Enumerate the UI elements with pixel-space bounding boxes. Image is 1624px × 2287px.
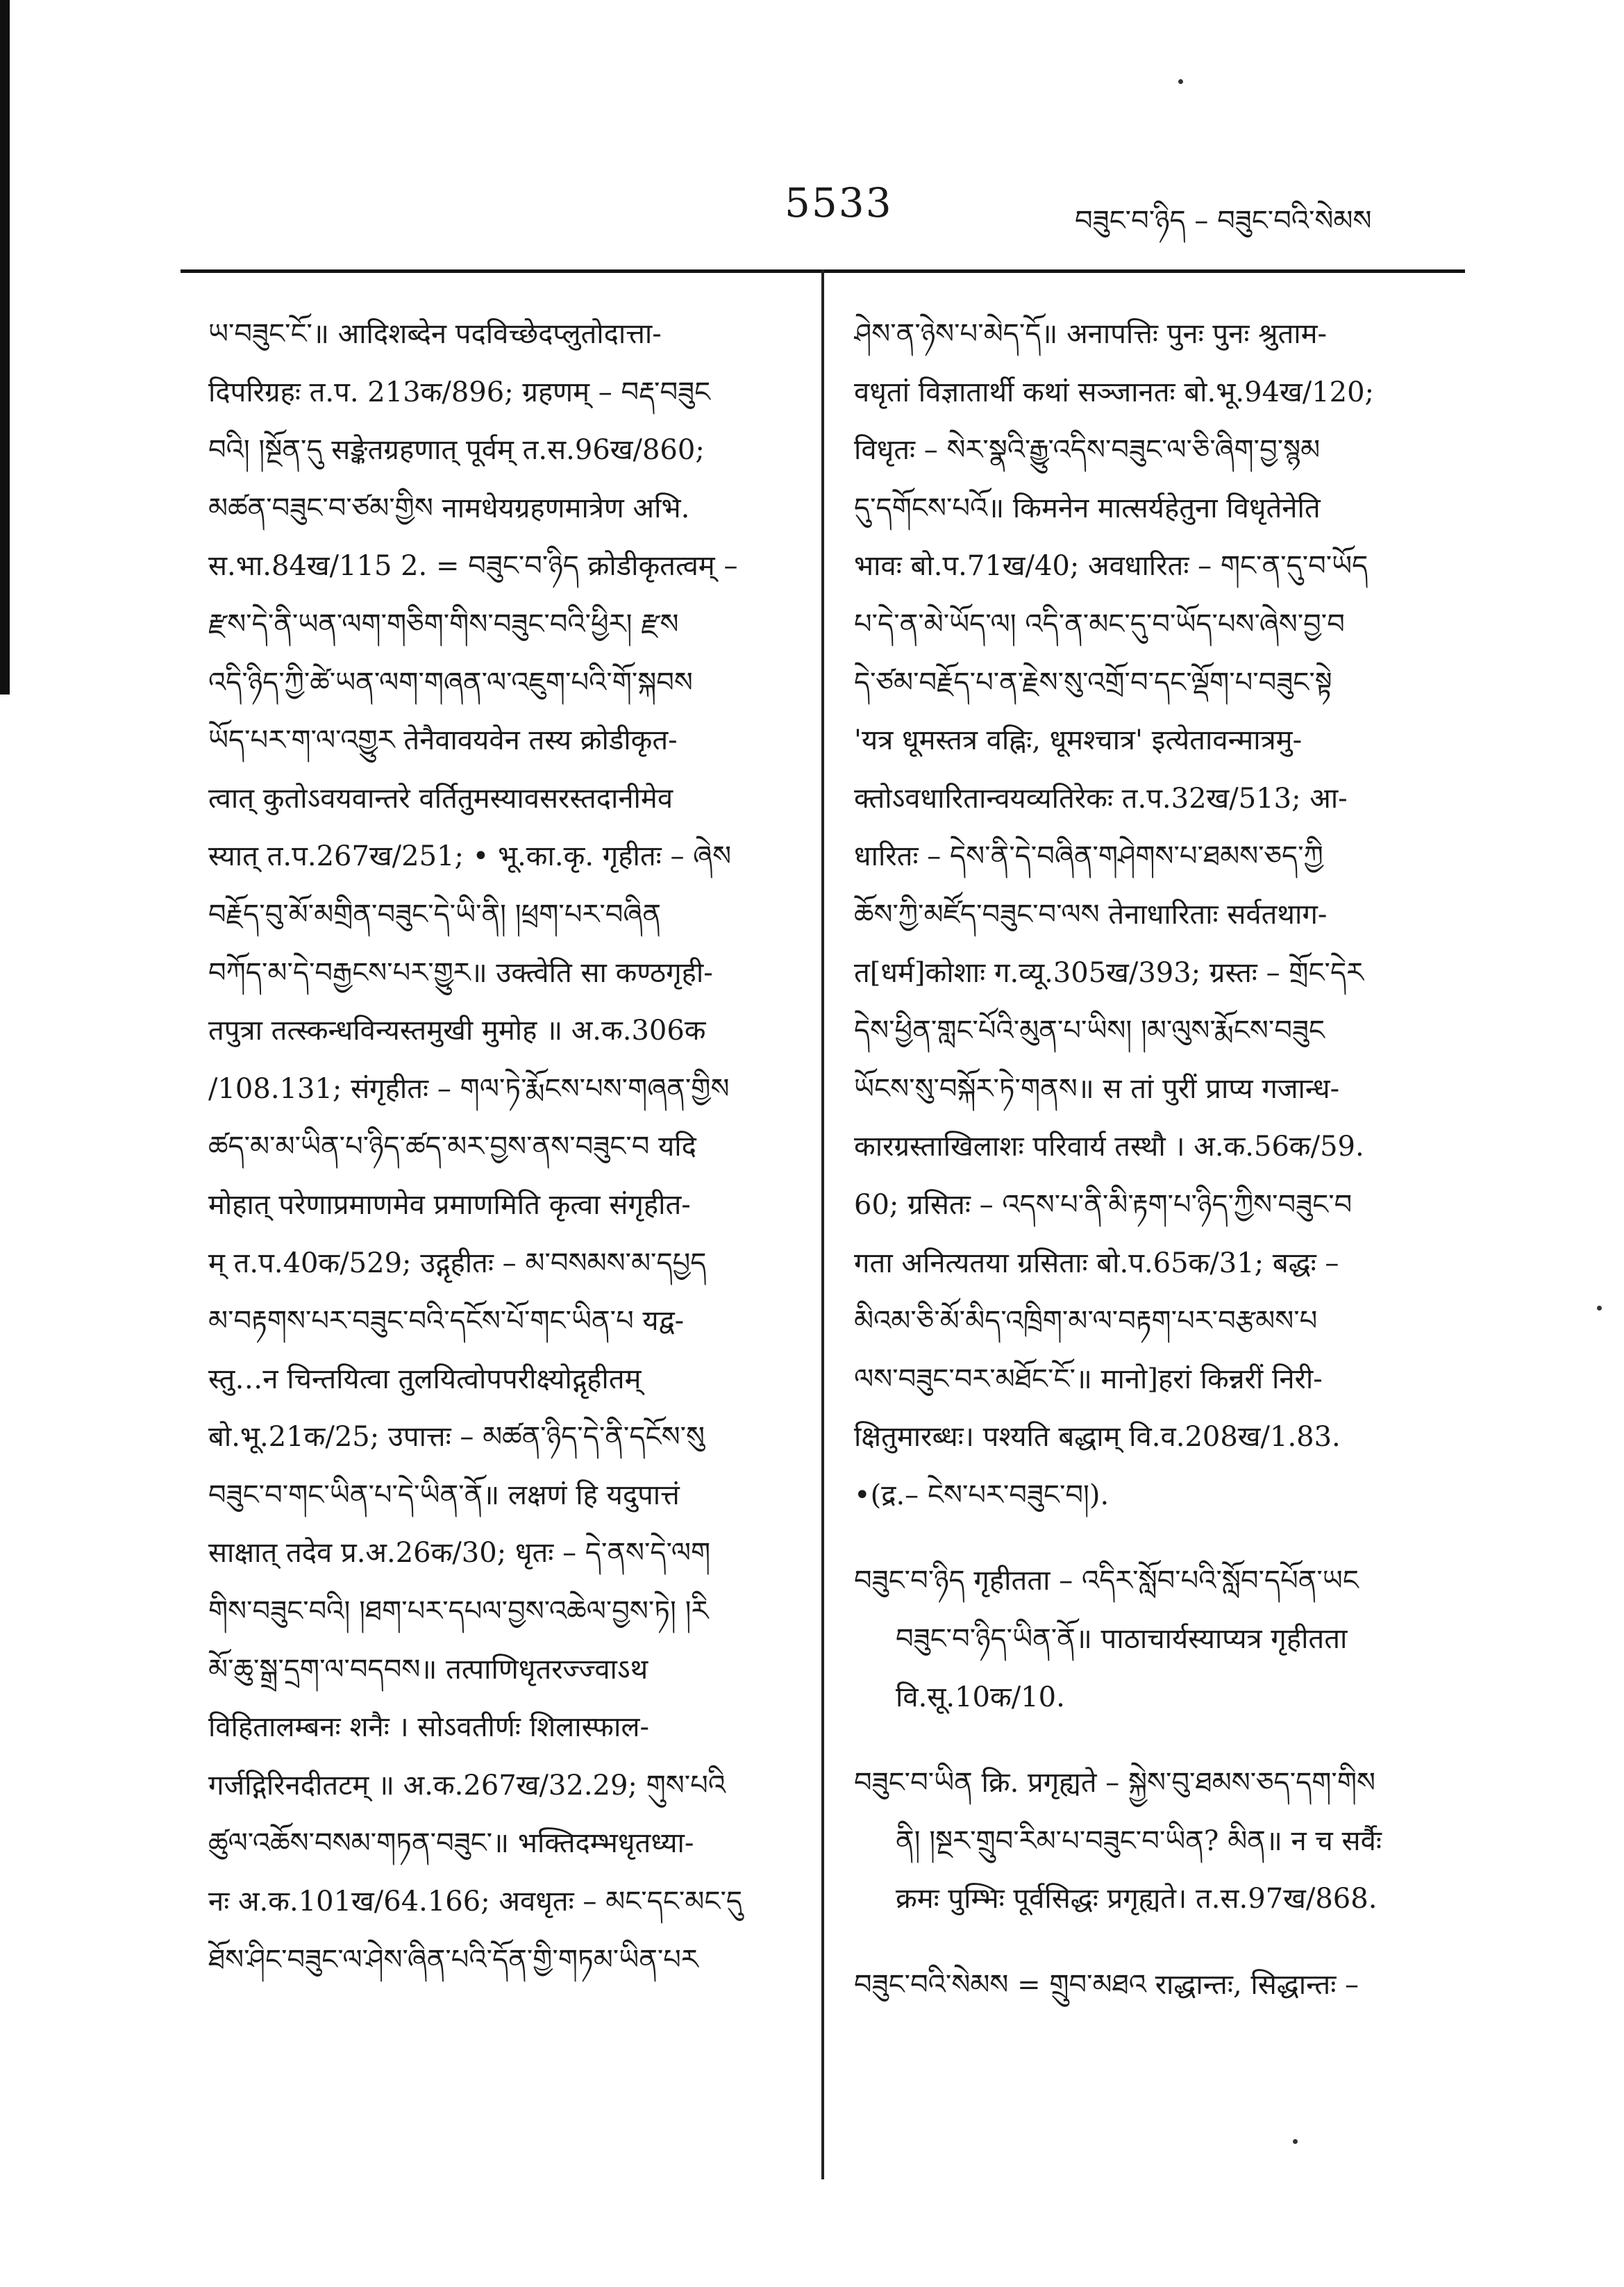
text-line: 'यत्र धूमस्तत्र वह्निः, धूमश्चात्र' इत्येतावन्मात्रमु- <box>854 724 1303 757</box>
dictionary-entry <box>854 1552 1465 1727</box>
entry-headword-line: བཟུང་བ་ཡིན क्रि. प्रगृह्यते – སྐྱེས་བུ་ཐམས་ཅད་དག་གིས <box>854 1767 1375 1799</box>
text-line: ཐོས་ཤིང་བཟུང་ལ་ཤེས་ཞིན་པའི་དོན་གྱི་གཏམ་ཡིན་པར <box>208 1943 698 1976</box>
text-line: ཆོས་ཀྱི་མཛོད་བཟུང་བ་ལས तेनाधारिताः सर्वतथाग- <box>854 898 1328 931</box>
scan-speck <box>1597 1306 1602 1311</box>
text-line: པ་དེ་ན་མེ་ཡོད་ལ། འདི་ན་མང་དུ་བ་ཡོད་པས་ཞེས་བྱ་བ <box>854 608 1345 640</box>
text-line: ཤེས་ན་ཉེས་པ་མེད་དོ॥ अनापत्तिः पुनः पुनः श्रुताम- <box>854 318 1328 350</box>
text-line: /108.131; संगृहीतः – གལ་ཏེ་རྨོངས་པས་གཞན་གྱིས <box>208 1072 730 1105</box>
text-line: वधृतां विज्ञातार्थी कथां सञ्जानतः बो.भू.94ख/120; <box>854 376 1375 408</box>
text-line: ནི། །སྔར་གྲུབ་རིམ་པ་བཟུང་བ་ཡིན? མིན॥ न च सर्वैः <box>896 1824 1382 1857</box>
scan-speck <box>1293 2139 1298 2144</box>
text-line: मोहात् परेणाप्रमाणमेव प्रमाणमिति कृत्वा संगृहीत- <box>208 1188 691 1221</box>
page-header <box>0 165 1624 242</box>
text-line: क्षितुमारब्धः। पश्यति बद्धाम् वि.व.208ख/1.83. <box>854 1421 1341 1454</box>
text-line: दिपरिग्रहः त.प. 213क/896; ग्रहणम् – བརྡ་བཟུང <box>208 376 711 408</box>
text-line: नः अ.क.101ख/64.166; अवधृतः – མང་དང་མང་དུ <box>208 1886 743 1918</box>
text-line: མིའམ་ཅི་མོ་མིད་འཁྲིག་མ་ལ་བརྟག་པར་བརྩམས་པ <box>854 1305 1318 1338</box>
text-line: धारितः – དེས་ནི་དེ་བཞིན་གཤེགས་པ་ཐམས་ཅད་ཀྱི <box>854 840 1323 873</box>
text-line: མ་བརྟགས་པར་བཟུང་བའི་དངོས་པོ་གང་ཡིན་པ यद्व- <box>208 1305 685 1338</box>
text-line: गता अनित्यतया ग्रसिताः बो.प.65क/31; बद्धः – <box>854 1247 1339 1279</box>
text-line: བཟུང་བ་ཉིད་ཡིན་ནོ॥ पाठाचार्यस्याप्यत्र गृहीतता <box>896 1623 1348 1656</box>
scan-speck <box>1178 79 1183 84</box>
scan-edge-bar <box>0 0 10 695</box>
dictionary-entry <box>854 1956 1465 2015</box>
entry-headword-line: བཟུང་བ་ཉིད गृहीतता – འདིར་སློབ་པའི་སློབ་དཔོན་ཡང <box>854 1565 1359 1597</box>
text-line: དེས་ཕྱིན་གླང་པོའི་མུན་པ་ཡིས། །མ་ལུས་རྨོངས་བཟུང <box>854 1015 1325 1047</box>
text-line: ཚད་མ་མ་ཡིན་པ་ཉིད་ཚད་མར་བྱས་ནས་བཟུང་བ यदि <box>208 1131 696 1163</box>
text-line: བའི། །སྔོན་དུ सङ्केतग्रहणात् पूर्वम् त.स.96ख/860; <box>208 434 705 467</box>
text-line: क्रमः पुम्भिः पूर्वसिद्धः प्रगृह्यते। त.स.97ख/868. <box>896 1883 1378 1915</box>
text-line: 60; ग्रसितः – འདས་པ་ནི་མི་རྟག་པ་ཉིད་ཀྱིས་བཟུང་བ <box>854 1188 1353 1221</box>
page-number: 5533 <box>785 179 893 226</box>
column-divider <box>821 269 824 2179</box>
text-line: •(द्र.– ངེས་པར་བཟུང་བ།). <box>854 1479 1110 1511</box>
text-line: साक्षात् तदेव प्र.अ.26क/30; धृतः – དེ་ནས་དེ་ལག <box>208 1537 711 1570</box>
text-line: དེ་ཙམ་བརྗོད་པ་ན་རྗེས་སུ་འགྲོ་བ་དང་ལྡོག་པ་བཟུང་སྟེ <box>854 666 1332 699</box>
text-line: བཀོད་མ་དེ་བརྒྱངས་པར་གྱུར॥ उक्त्वेति सा कण्ठगृही- <box>208 956 713 989</box>
text-line: ཚུལ་འཆོས་བསམ་གཏན་བཟུང་॥ भक्तिदम्भधृतध्या- <box>208 1827 694 1860</box>
text-line: विधृतः – སེར་སྣའི་རྒྱུ་འདིས་བཟུང་ལ་ཅི་ཞིག་བྱ་སྙམ <box>854 434 1321 467</box>
running-head: བཟུང་བ་ཉིད – བཟུང་བའི་སེམས <box>1075 205 1372 237</box>
text-line: ལས་བཟུང་བར་མཐོང་ངོ་॥ मानो]हरां किन्नरीं निरी- <box>854 1363 1323 1395</box>
text-line: स्तु…न चिन्तयित्वा तुलयित्वोपपरीक्ष्योद्गृहीतम् <box>208 1363 642 1395</box>
text-line: ཡོངས་སུ་བསྐོར་ཏེ་གནས॥ स तां पुरीं प्राप्य गजान्ध- <box>854 1072 1340 1105</box>
text-line: त[धर्म]कोशाः ग.व्यू.305ख/393; ग्रस्तः – གྲོང་དེར <box>854 956 1364 989</box>
text-line: विहितालम्बनः शनैः । सोऽवतीर्णः शिलास्फाल- <box>208 1711 650 1744</box>
text-line: त्वात् कुतोऽवयवान्तरे वर्तितुमस्यावसरस्तदानीमेव <box>208 782 673 815</box>
text-line: ཡོད་པར་ག་ལ་འགྱུར तेनैवावयवेन तस्य क्रोडीकृत- <box>208 724 678 757</box>
text-line: བཟུང་བ་གང་ཡིན་པ་དེ་ཡིན་ནོ॥ लक्षणं हि यदुपात्तं <box>208 1479 680 1511</box>
right-column <box>854 306 1465 2015</box>
text-line: स्यात् त.प.267ख/251; • भू.का.कृ. गृहीतः – ཞེས <box>208 840 732 873</box>
text-line: རྫས་དེ་ནི་ཡན་ལག་གཅིག་གིས་བཟུང་བའི་ཕྱིར། རྫས <box>208 608 679 640</box>
text-line: མོ་ཆུ་སྒྲ་དྲག་ལ་བདབས॥ तत्पाणिधृतरज्ज्वाऽथ <box>208 1653 648 1686</box>
text-line: གིས་བཟུང་བའི། །ཐག་པར་དཔལ་བྱས་འཆེལ་བྱས་ཏེ། །རི <box>208 1595 709 1628</box>
text-line: क्तोऽवधारितान्वयव्यतिरेकः त.प.32ख/513; आ- <box>854 782 1348 815</box>
text-line: འདི་ཉིད་ཀྱི་ཚེ་ཡན་ལག་གཞན་ལ་འཇུག་པའི་གོ་སྐབས <box>208 666 693 699</box>
text-line: बो.भू.21क/25; उपात्तः – མཚན་ཉིད་དེ་ནི་དངོས་སུ <box>208 1421 705 1454</box>
text-line: कारग्रस्ताखिलाशः परिवार्य तस्थौ । अ.क.56क/59. <box>854 1131 1364 1163</box>
entry-headword-line: བཟུང་བའི་སེམས = གྲུབ་མཐའ राद्धान्तः, सिद्धान्तः – <box>854 1969 1359 2002</box>
text-line: वि.सू.10क/10. <box>896 1681 1065 1713</box>
text-line: म् त.प.40क/529; उद्गृहीतः – མ་བསམས་མ་དཔྱད <box>208 1247 707 1279</box>
text-line: བརྗོད་བུ་མོ་མགྲིན་བཟུང་དེ་ཡི་ནི། །ཕྲག་པར་བཞིན <box>208 898 662 931</box>
dictionary-entry <box>854 1754 1465 1929</box>
text-line: तपुत्रा तत्स्कन्धविन्यस्तमुखी मुमोह ॥ अ.क.306क <box>208 1015 706 1047</box>
text-line: ཡ་བཟུང་ངོ་॥ आदिशब्देन पदविच्छेदप्लुतोदात्ता- <box>208 318 662 350</box>
text-line: गर्जद्गिरिनदीतटम् ॥ अ.क.267ख/32.29; གུས་པའི <box>208 1769 726 1802</box>
text-line: མཚན་བཟུང་བ་ཙམ་གྱིས नामधेयग्रहणमात्रेण अभि. <box>208 492 690 524</box>
left-column <box>208 306 805 1989</box>
text-line: स.भा.84ख/115 2. = བཟུང་བ་ཉིད क्रोडीकृतत्वम् – <box>208 550 738 583</box>
text-line: भावः बो.प.71ख/40; अवधारितः – གང་ན་དུ་བ་ཡོད <box>854 550 1368 583</box>
text-line: དུ་དགོངས་པའོ॥ किमनेन मात्सर्यहेतुना विधृतेनेति <box>854 492 1321 524</box>
